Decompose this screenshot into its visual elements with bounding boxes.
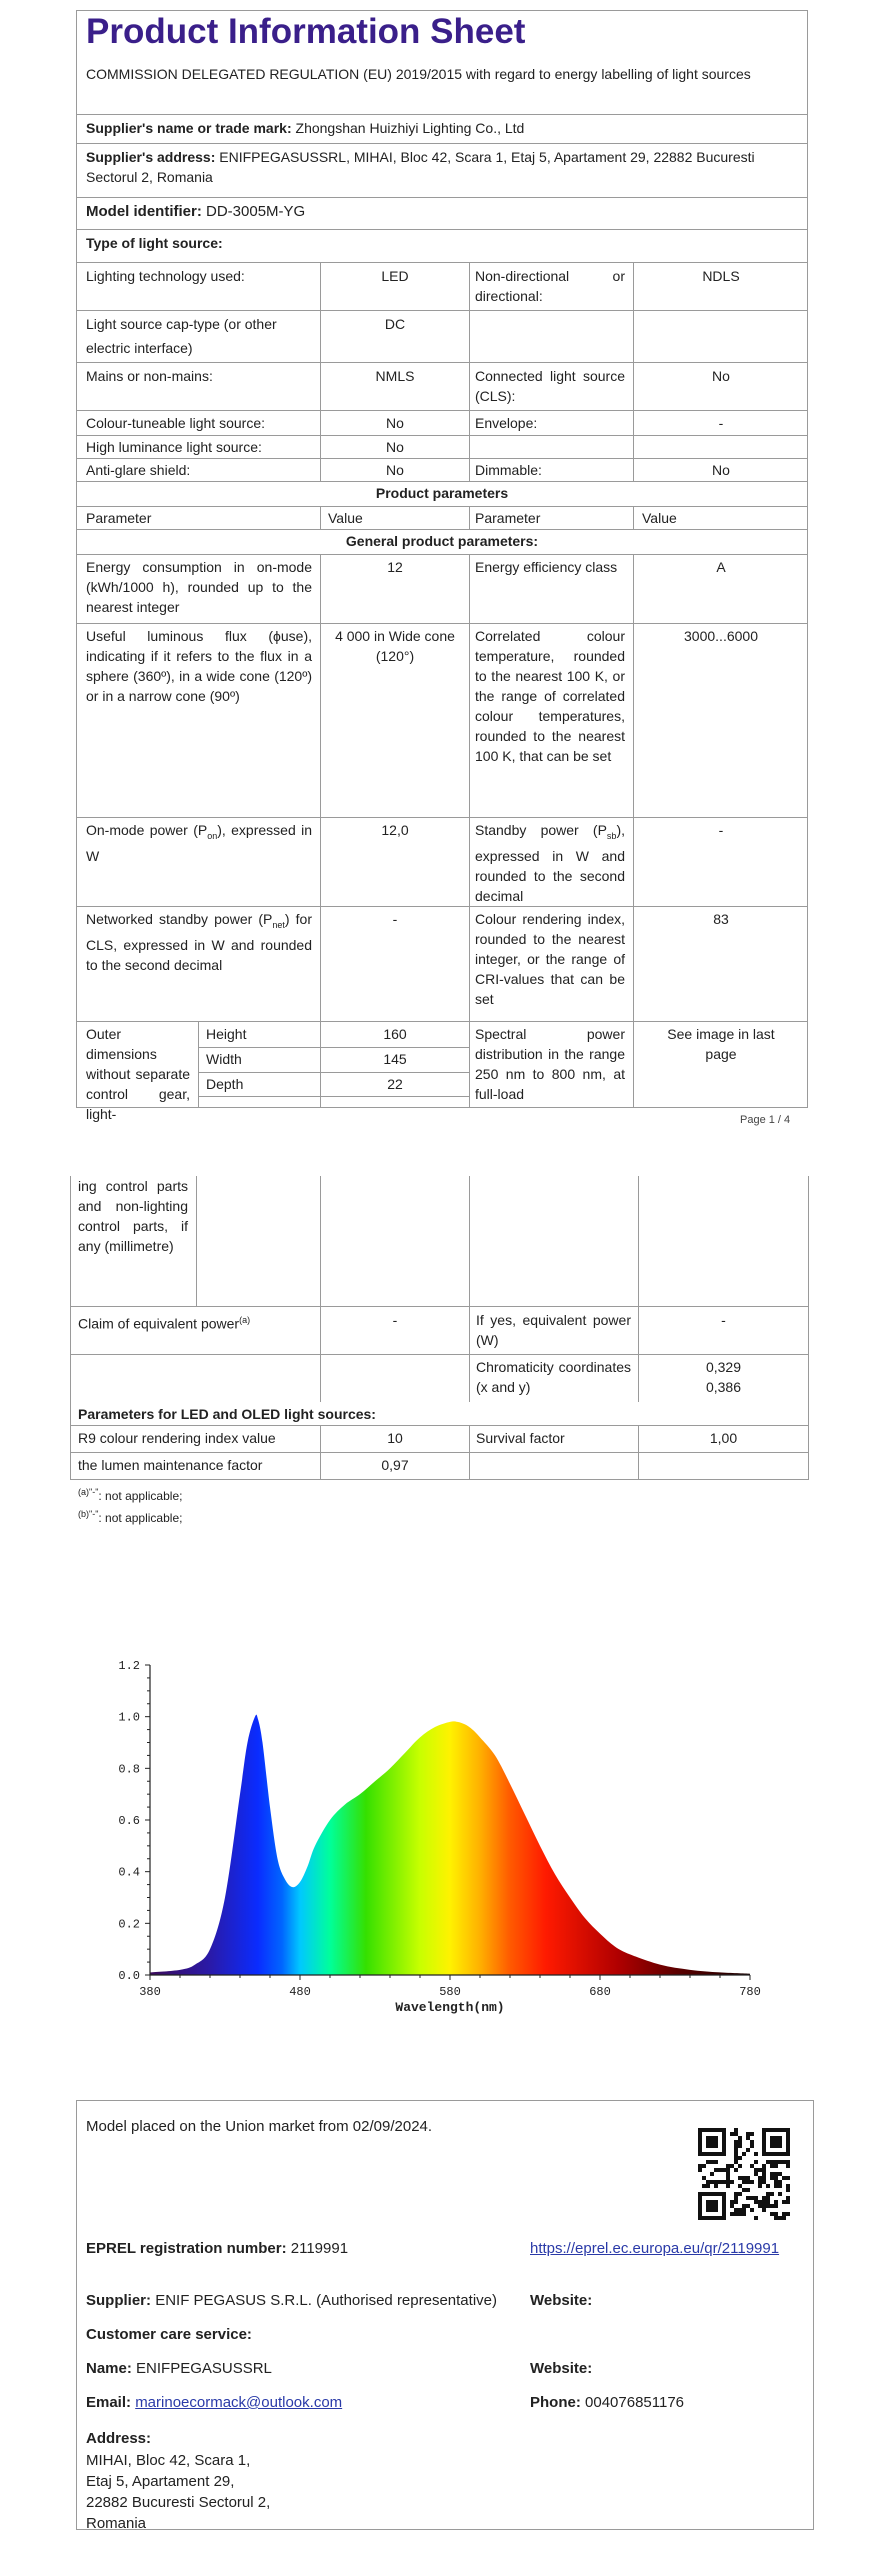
- equivalent-power-claim-label: Claim of equivalent power$^{(a)}$: [78, 1315, 251, 1332]
- email-row: Email: marinoecormack@outlook.com: [86, 2394, 343, 2411]
- cri-label: Colour rendering index, rounded to the nearest integer, or the range of CRI-values that can be set: [475, 911, 625, 1007]
- supplier-address-row: [86, 147, 796, 187]
- x-tick-label: 380: [139, 1985, 161, 1999]
- address-line: Etaj 5, Apartament 29,: [86, 2473, 235, 2490]
- spectral-distribution-value: See image in last page: [667, 1026, 775, 1062]
- page-title: Product Information Sheet: [86, 12, 526, 51]
- col-parameter-2: Parameter: [475, 510, 541, 526]
- energy-consumption-value: 12: [387, 559, 403, 575]
- cct-label: Correlated colour temperature, rounded to the nearest 100 K, or the range of correlated colour temperatures, rounded to the nearest 100 K, that can be set: [475, 628, 625, 764]
- dimmable-label: Dimmable:: [475, 462, 542, 478]
- y-tick-label: 0.4: [118, 1865, 140, 1880]
- product-parameters-heading: Product parameters: [375, 485, 509, 501]
- equivalent-power-w-value: -: [721, 1312, 726, 1328]
- luminous-flux-value: 4 000 in Wide cone (120°): [335, 628, 455, 664]
- phone-row: Phone: 004076851176: [530, 2394, 685, 2411]
- spectrum-area: [150, 1715, 750, 1975]
- x-tick-label: 680: [589, 1985, 611, 1999]
- on-mode-power-label: On-mode power $(P_{on})$, expressed in W: [86, 822, 312, 864]
- envelope-label: Envelope:: [475, 415, 538, 431]
- supplier-name-label: Supplier's name or trade mark:: [86, 120, 292, 136]
- email-link[interactable]: marinoecormack@outlook.com: [135, 2394, 343, 2411]
- directional-value: NDLS: [702, 268, 740, 284]
- contact-name-value: ENIFPEGASUSSRL: [136, 2360, 272, 2377]
- supplier-address-value: ENIFPEGASUSSRL, MIHAI, Bloc 42, Scara 1, Etaj 5, Apartament 29, 22882 Bucuresti Sectorul 2, Romania: [86, 149, 755, 185]
- width-label: Width: [206, 1051, 242, 1067]
- website-label-2: Website:: [530, 2360, 593, 2377]
- depth-label: Depth: [206, 1076, 244, 1092]
- model-identifier-value: DD-3005M-YG: [206, 203, 306, 220]
- x-tick-label: 580: [439, 1985, 461, 1999]
- survival-factor-label: Survival factor: [476, 1430, 565, 1446]
- high-luminance-value: No: [386, 439, 404, 455]
- lumen-maintenance-value: 0,97: [381, 1457, 409, 1473]
- height-value: 160: [383, 1026, 407, 1042]
- y-tick-label: 0.8: [118, 1762, 140, 1777]
- chromaticity-x-value: 0,329: [705, 1359, 742, 1375]
- customer-care-heading: Customer care service:: [86, 2326, 252, 2343]
- colour-tuneable-label: Colour-tuneable light source:: [86, 415, 265, 431]
- market-placement-text: Model placed on the Union market from 02/09/2024.: [86, 2118, 433, 2135]
- mains-value: NMLS: [375, 368, 415, 384]
- x-axis-label: Wavelength(nm): [395, 2000, 505, 2015]
- r9-label: R9 colour rendering index value: [78, 1430, 276, 1446]
- chromaticity-y-value: 0,386: [705, 1379, 742, 1395]
- model-identifier-label: Model identifier:: [86, 203, 202, 220]
- col-parameter-1: Parameter: [86, 510, 152, 526]
- energy-class-label: Energy efficiency class: [475, 559, 618, 575]
- led-parameters-heading: Parameters for LED and OLED light sources:: [78, 1406, 376, 1422]
- phone-value: 004076851176: [585, 2394, 685, 2411]
- standby-power-value: -: [718, 822, 724, 838]
- anti-glare-value: No: [386, 462, 404, 478]
- high-luminance-label: High luminance light source:: [86, 439, 262, 455]
- equivalent-power-claim-value: -: [392, 1312, 398, 1328]
- page-number: Page 1 / 4: [740, 1114, 791, 1126]
- y-tick-label: 1.0: [118, 1710, 140, 1725]
- address-line: MIHAI, Bloc 42, Scara 1,: [86, 2452, 251, 2469]
- supplier-value: ENIF PEGASUS S.R.L. (Authorised representative): [155, 2292, 497, 2309]
- cls-label: Connected light source (CLS):: [475, 368, 625, 404]
- y-tick-label: 0.2: [118, 1917, 140, 1932]
- spectral-distribution-label: Spectral power distribution in the range 250 nm to 800 nm, at full-load: [475, 1026, 625, 1102]
- energy-consumption-label: Energy consumption in on-mode (kWh/1000 h), rounded up to the nearest integer: [86, 559, 312, 615]
- eprel-number-value: 2119991: [290, 2240, 349, 2257]
- outer-dimensions-label-part1: Outer dimensions without separate control gear, light-: [86, 1026, 190, 1122]
- depth-value: 22: [387, 1076, 403, 1092]
- cls-value: No: [712, 368, 730, 384]
- eprel-link[interactable]: https://eprel.ec.europa.eu/qr/2119991: [530, 2240, 780, 2257]
- y-tick-label: 1.2: [118, 1659, 140, 1673]
- col-value-2: Value: [642, 510, 677, 526]
- networked-standby-value: -: [392, 911, 398, 927]
- directional-label: Non-directional or directional:: [475, 268, 625, 304]
- light-source-type-heading: Type of light source:: [86, 235, 223, 251]
- envelope-value: -: [718, 415, 724, 431]
- anti-glare-label: Anti-glare shield:: [86, 462, 191, 478]
- x-tick-label: 480: [289, 1985, 311, 1999]
- cct-value: 3000...6000: [684, 628, 758, 644]
- general-parameters-heading: General product parameters:: [345, 533, 539, 549]
- lighting-technology-label: Lighting technology used:: [86, 268, 245, 284]
- cri-value: 83: [713, 911, 729, 927]
- y-tick-label: 0.6: [118, 1814, 140, 1828]
- outer-dimensions-label-part2: ing control parts and non-lighting control parts, if any (millimetre): [78, 1178, 188, 1254]
- mains-label: Mains or non-mains:: [86, 368, 213, 384]
- energy-class-value: A: [716, 559, 726, 575]
- cap-type-label: Light source cap-type (or other electric interface): [86, 316, 277, 356]
- luminous-flux-label: Useful luminous flux (ϕuse), indicating if it refers to the flux in a sphere (360º), in a wide cone (120º) or in a narrow cone (90º): [86, 628, 312, 704]
- address-block: [86, 2450, 270, 2534]
- eprel-number-row: EPREL registration number: 2119991: [86, 2240, 349, 2257]
- networked-standby-label: Networked standby power $(P_{net})$ for CLS, expressed in W and rounded to the second decimal: [86, 911, 312, 973]
- lighting-technology-value: LED: [381, 268, 409, 284]
- supplier-address-label: Supplier's address:: [86, 149, 216, 165]
- model-identifier-row: [86, 202, 305, 222]
- cap-type-value: DC: [384, 316, 406, 332]
- qr-code-icon: [698, 2128, 790, 2220]
- address-line: 22882 Bucuresti Sectorul 2,: [86, 2494, 271, 2511]
- height-label: Height: [206, 1026, 247, 1042]
- regulation-subtitle: COMMISSION DELEGATED REGULATION (EU) 2019/2015 with regard to energy labelling of light sources: [86, 66, 751, 82]
- spectral-power-distribution-chart: [90, 1650, 770, 2050]
- r9-value: 10: [387, 1430, 403, 1446]
- contact-name-row: Name: ENIFPEGASUSSRL: [86, 2360, 272, 2377]
- colour-tuneable-value: No: [386, 415, 404, 431]
- lumen-maintenance-label: the lumen maintenance factor: [78, 1457, 263, 1473]
- footnote-b: $^{(b)"-"}$: not applicable;: [78, 1509, 183, 1525]
- footnote-a: $^{(a)"-"}$: not applicable;: [78, 1487, 183, 1503]
- website-label-1: Website:: [530, 2292, 593, 2309]
- equivalent-power-w-label: If yes, equivalent power (W): [476, 1312, 631, 1348]
- x-tick-label: 780: [739, 1985, 761, 1999]
- standby-power-label: Standby power $(P_{sb})$, expressed in W and rounded to the second decimal: [475, 822, 625, 904]
- supplier-name-value: Zhongshan Huizhiyi Lighting Co., Ltd: [295, 120, 525, 136]
- width-value: 145: [383, 1051, 407, 1067]
- supplier-name-row: [86, 118, 524, 138]
- col-value-1: Value: [328, 510, 363, 526]
- address-line: Romania: [86, 2515, 147, 2532]
- survival-factor-value: 1,00: [709, 1430, 738, 1446]
- y-tick-label: 0.0: [118, 1969, 140, 1983]
- supplier-row: Supplier: ENIF PEGASUS S.R.L. (Authorised representative): [86, 2292, 497, 2309]
- dimmable-value: No: [712, 462, 730, 478]
- chromaticity-label: Chromaticity coordinates (x and y): [476, 1359, 631, 1395]
- on-mode-power-value: 12,0: [381, 822, 409, 838]
- address-label: Address:: [86, 2430, 152, 2447]
